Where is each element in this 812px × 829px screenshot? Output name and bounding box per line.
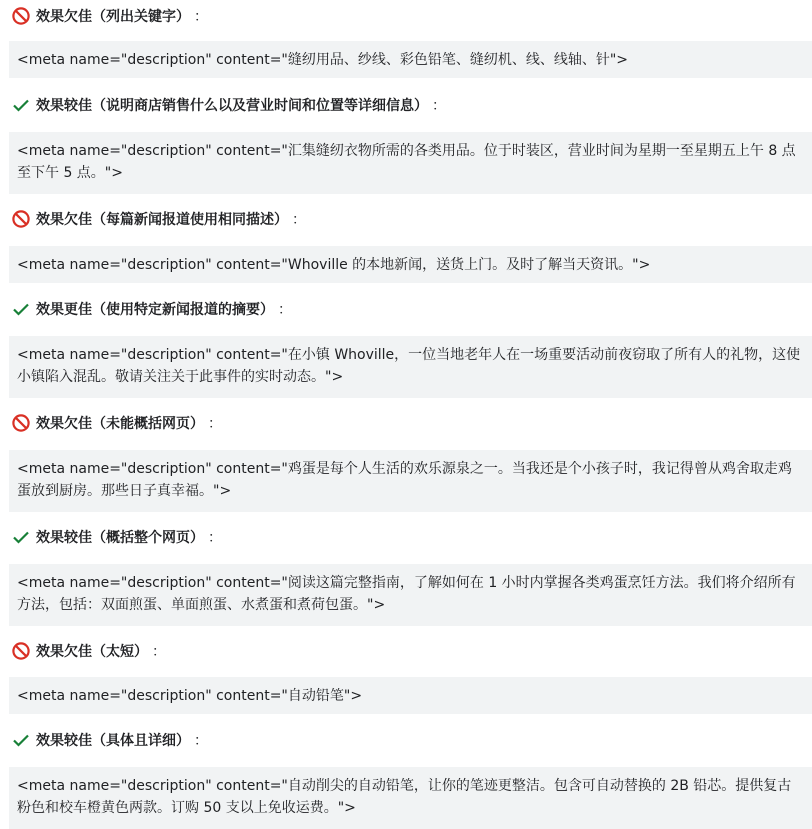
prohibited-icon: [11, 641, 31, 661]
code-block: [9, 450, 812, 512]
label-colon: ：: [292, 212, 306, 228]
example-label-good: [0, 521, 812, 553]
example-label-text: 效果欠佳（列出关键字）: [36, 8, 190, 25]
checkmark-icon: [11, 95, 31, 115]
example-label-bad: [0, 203, 812, 235]
label-colon: ：: [194, 8, 208, 25]
example-label-bad: [0, 635, 812, 667]
label-colon: ：: [152, 644, 166, 660]
example-label-text: 效果较佳（概括整个网页）: [36, 530, 204, 546]
label-colon: ：: [208, 530, 222, 546]
code-text: <meta name="description" content="汇集缝纫衣物所需的各类用品。位于时装区，营业时间为星期一至星期五上午 8 点至下午 5 点。">: [17, 143, 796, 181]
checkmark-icon: [11, 730, 31, 750]
code-block: [9, 132, 812, 194]
example-label-text: 效果欠佳（太短）: [36, 644, 148, 660]
checkmark-icon: [11, 299, 31, 319]
example-label-text: 效果欠佳（未能概括网页）: [36, 416, 204, 432]
prohibited-icon: [11, 6, 31, 26]
example-label-good: [0, 724, 812, 756]
example-label-good: [0, 89, 812, 121]
code-text: <meta name="description" content="自动削尖的自动铅笔，让你的笔迹更整洁。包含可自动替换的 2B 铅芯。提供复古粉色和校车橙黄色两款。订购 50 支以上免收运费。">: [17, 778, 792, 816]
example-label-text: 效果更佳（使用特定新闻报道的摘要）: [36, 302, 274, 318]
example-label-text: 效果较佳（具体且详细）: [36, 733, 190, 749]
example-label-bad: [0, 0, 812, 31]
example-label-text: 效果欠佳（每篇新闻报道使用相同描述）: [36, 212, 288, 228]
code-block: [9, 246, 812, 283]
label-colon: ：: [278, 302, 292, 318]
label-colon: ：: [432, 98, 446, 114]
prohibited-icon: [11, 209, 31, 229]
code-text: <meta name="description" content="阅读这篇完整指南，了解如何在 1 小时内掌握各类鸡蛋烹饪方法。我们将介绍所有方法，包括：双面煎蛋、单面煎蛋、水煮蛋和煮荷包蛋。">: [17, 575, 796, 613]
code-text: <meta name="description" content="在小镇 Whoville，一位当地老年人在一场重要活动前夜窃取了所有人的礼物，这使小镇陷入混乱。敬请关注关于此事件的实时动态。">: [17, 347, 801, 385]
code-text: <meta name="description" content="Whoville 的本地新闻，送货上门。及时了解当天资讯。">: [17, 256, 651, 273]
example-label-text: 效果较佳（说明商店销售什么以及营业时间和位置等详细信息）: [36, 98, 428, 114]
label-colon: ：: [194, 733, 208, 749]
checkmark-icon: [11, 527, 31, 547]
example-label-good: [0, 293, 812, 325]
code-text: <meta name="description" content="自动铅笔">: [17, 687, 363, 704]
code-block: [9, 336, 812, 398]
code-block: [9, 41, 812, 78]
code-block: [9, 767, 812, 829]
code-text: <meta name="description" content="缝纫用品、纱线、彩色铅笔、缝纫机、线、线轴、针">: [17, 51, 629, 68]
prohibited-icon: [11, 413, 31, 433]
example-label-bad: [0, 407, 812, 439]
code-text: <meta name="description" content="鸡蛋是每个人生活的欢乐源泉之一。当我还是个小孩子时，我记得曾从鸡舍取走鸡蛋放到厨房。那些日子真幸福。">: [17, 461, 792, 499]
code-block: [9, 564, 812, 626]
label-colon: ：: [208, 416, 222, 432]
code-block: [9, 677, 812, 714]
